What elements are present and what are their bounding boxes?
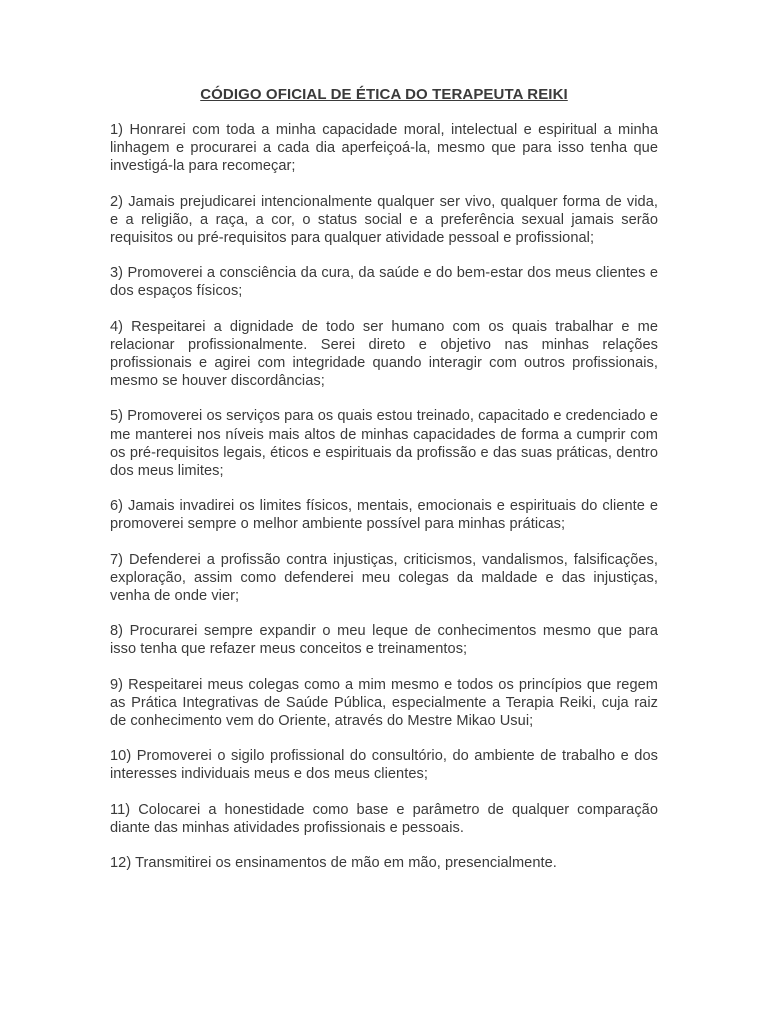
document-page xyxy=(110,84,658,889)
clause-11: 11) Colocarei a honestidade como base e parâmetro de qualquer comparação diante das minhas atividades profissionais e pessoais. xyxy=(110,801,658,836)
clause-5: 5) Promoverei os serviços para os quais estou treinado, capacitado e credenciado e me manterei nos níveis mais altos de minhas capacidades de forma a cumprir com os pré-requisitos legais, éticos e espirituais da profissão e das suas práticas, dentro dos meus limites; xyxy=(110,408,658,480)
clause-4: 4) Respeitarei a dignidade de todo ser humano com os quais trabalhar e me relacionar profissionalmente. Serei direto e objetivo nas minhas relações profissionais e agirei com integridade quando interagir com outros profissionais, mesmo se houver discordâncias; xyxy=(110,318,658,390)
clause-10: 10) Promoverei o sigilo profissional do consultório, do ambiente de trabalho e dos interesses individuais meus e dos meus clientes; xyxy=(110,748,658,783)
clause-2: 2) Jamais prejudicarei intencionalmente qualquer ser vivo, qualquer forma de vida, e a religião, a raça, a cor, o status social e a preferência sexual jamais serão requisitos ou pré-requisitos para qualquer atividade pessoal e profissional; xyxy=(110,193,658,247)
clause-9: 9) Respeitarei meus colegas como a mim mesmo e todos os princípios que regem as Prática Integrativas de Saúde Pública, especialmente a Terapia Reiki, cuja raiz de conhecimento vem do Oriente, através do Mestre Mikao Usui; xyxy=(110,676,658,730)
clause-1: 1) Honrarei com toda a minha capacidade moral, intelectual e espiritual a minha linhagem e procurarei a cada dia aperfeiçoá-la, mesmo que para isso tenha que investigá-la para recomeçar; xyxy=(110,122,658,175)
clause-8: 8) Procurarei sempre expandir o meu leque de conhecimentos mesmo que para isso tenha que refazer meus conceitos e treinamentos; xyxy=(110,623,658,658)
document-title: CÓDIGO OFICIAL DE ÉTICA DO TERAPEUTA REIKI xyxy=(200,86,568,103)
clause-7: 7) Defenderei a profissão contra injustiças, criticismos, vandalismos, falsificações, exploração, assim como defenderei meu colegas da maldade e das injustiças, venha de onde vier; xyxy=(110,551,658,605)
clause-3: 3) Promoverei a consciência da cura, da saúde e do bem-estar dos meus clientes e dos espaços físicos; xyxy=(110,265,658,300)
clause-12: 12) Transmitirei os ensinamentos de mão em mão, presencialmente. xyxy=(110,855,557,872)
clause-6: 6) Jamais invadirei os limites físicos, mentais, emocionais e espirituais do cliente e promoverei sempre o melhor ambiente possível para minhas práticas; xyxy=(110,498,658,533)
